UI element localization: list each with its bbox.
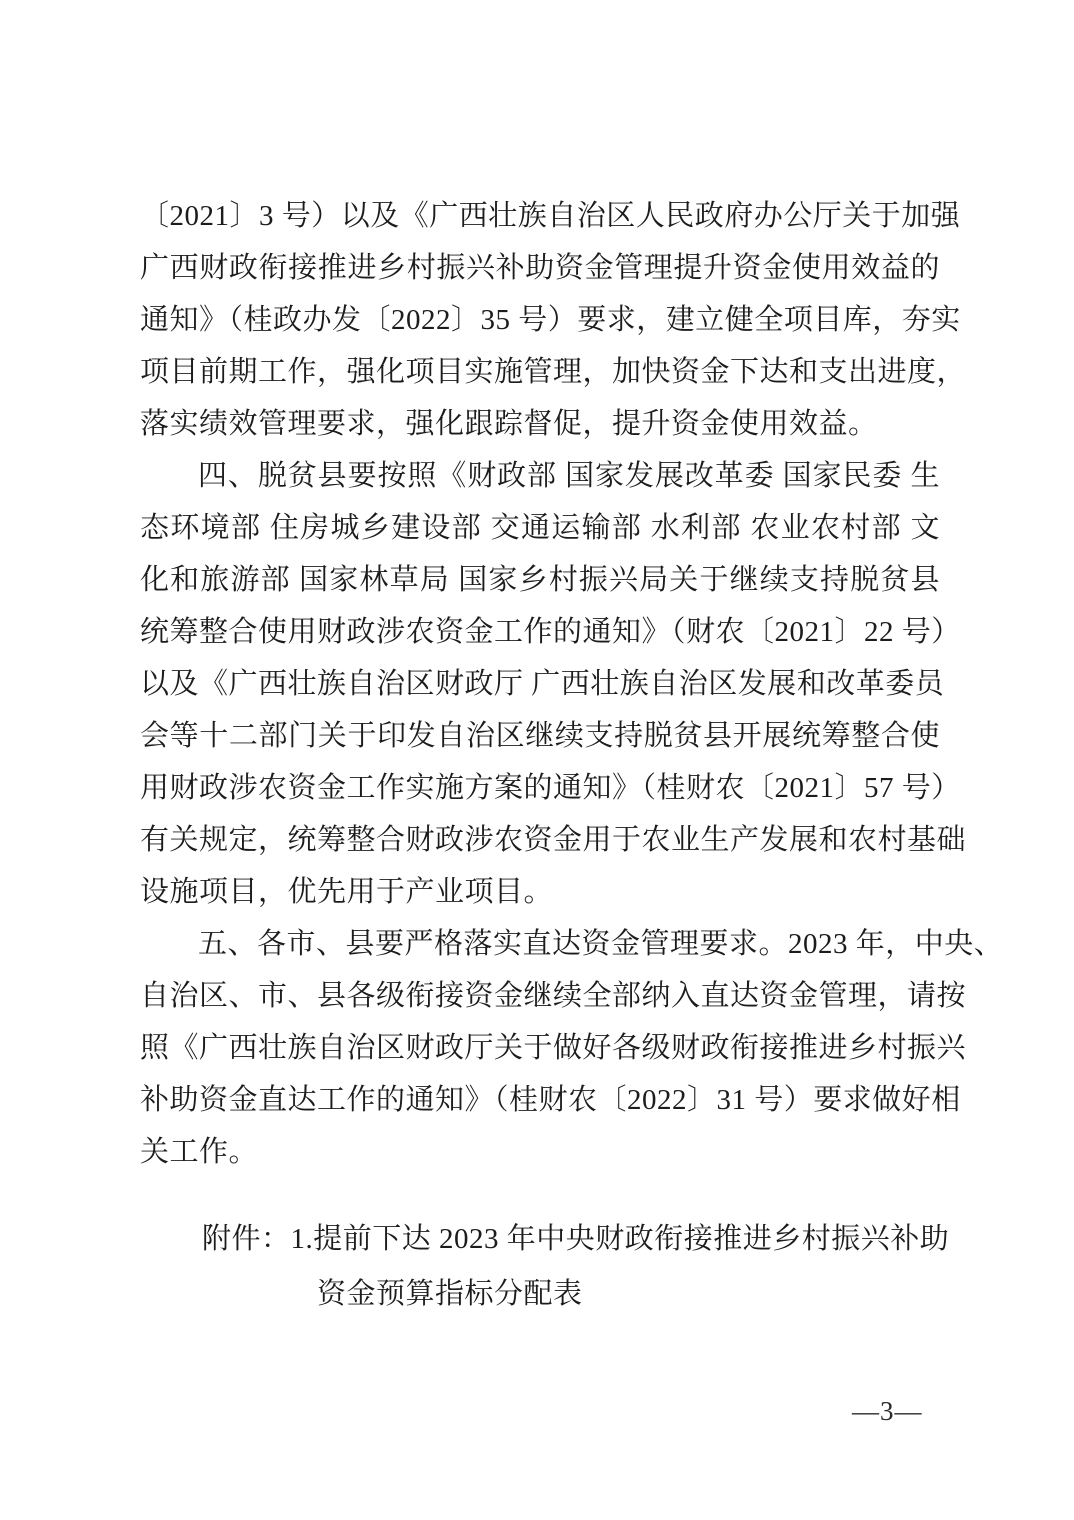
body-line: 落实绩效管理要求，强化跟踪督促，提升资金使用效益。	[140, 408, 878, 440]
body-line: 会等十二部门关于印发自治区继续支持脱贫县开展统筹整合使	[140, 720, 940, 752]
body-line: 补助资金直达工作的通知》（桂财农〔2022〕31 号）要求做好相	[140, 1084, 961, 1116]
page-number: —3—	[852, 1396, 923, 1426]
paragraph-item-five	[140, 918, 1004, 1178]
body-line: 以及《广西壮族自治区财政厅 广西壮族自治区发展和改革委员	[140, 668, 945, 700]
body-line: 照《广西壮族自治区财政厅关于做好各级财政衔接推进乡村振兴	[140, 1032, 967, 1064]
body-line: 五、各市、县要严格落实直达资金管理要求。2023 年，中央、	[198, 928, 1004, 960]
attachment-block	[140, 1212, 950, 1322]
paragraph-continuation	[140, 190, 967, 450]
body-line: 广西财政衔接推进乡村振兴补助资金管理提升资金使用效益的	[140, 252, 940, 284]
body-line: 统筹整合使用财政涉农资金工作的通知》（财农〔2021〕22 号）	[140, 616, 961, 648]
body-line: 关工作。	[140, 1136, 259, 1168]
body-line: 〔2021〕3 号）以及《广西壮族自治区人民政府办公厅关于加强	[140, 200, 961, 232]
attachment-line: 资金预算指标分配表	[317, 1278, 583, 1310]
body-line: 化和旅游部 国家林草局 国家乡村振兴局关于继续支持脱贫县	[140, 564, 940, 596]
body-line: 自治区、市、县各级衔接资金继续全部纳入直达资金管理，请按	[140, 980, 967, 1012]
body-line: 态环境部 住房城乡建设部 交通运输部 水利部 农业农村部 文	[140, 512, 940, 544]
body-line: 通知》（桂政办发〔2022〕35 号）要求，建立健全项目库，夯实	[140, 304, 961, 336]
document-body	[140, 190, 1004, 1322]
body-line: 设施项目，优先用于产业项目。	[140, 876, 554, 908]
paragraph-item-four	[140, 450, 967, 918]
body-line: 四、脱贫县要按照《财政部 国家发展改革委 国家民委 生	[198, 460, 940, 492]
body-line: 用财政涉农资金工作实施方案的通知》（桂财农〔2021〕57 号）	[140, 772, 961, 804]
attachment-line: 附件：1.提前下达 2023 年中央财政衔接推进乡村振兴补助	[202, 1223, 950, 1255]
body-line: 项目前期工作，强化项目实施管理，加快资金下达和支出进度，	[140, 356, 967, 388]
body-line: 有关规定，统筹整合财政涉农资金用于农业生产发展和农村基础	[140, 824, 967, 856]
